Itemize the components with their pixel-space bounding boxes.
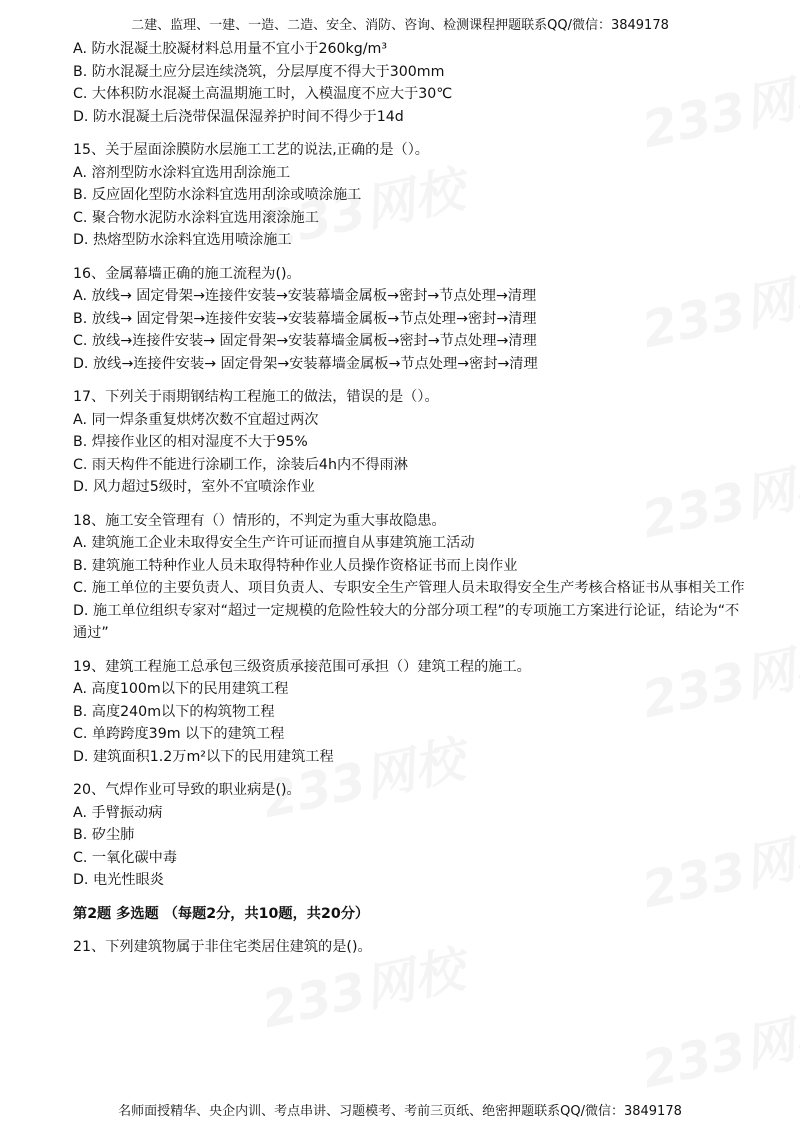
option: C. 雨天构件不能进行涂刷工作，涂装后4h内不得雨淋 — [73, 456, 408, 473]
option: C. 大体积防水混凝土高温期施工时，入模温度不应大于30℃ — [73, 86, 453, 102]
option: D. 放线→连接件安装→ 固定骨架→安装幕墙金属板→节点处理→密封→清理 — [73, 355, 538, 372]
question-15 — [73, 139, 753, 252]
page-header: 二建、监理、一建、一造、二造、安全、消防、咨询、检测课程押题联系QQ/微信：3849178 — [131, 18, 669, 33]
watermark — [635, 990, 800, 1103]
option: A. 放线→ 固定骨架→连接件安装→安装幕墙金属板→密封→节点处理→清理 — [73, 288, 537, 304]
question-17 — [73, 386, 753, 499]
section-title: 第2题 多选题 （每题2分，共10题，共20分） — [73, 905, 370, 922]
option: C. 一氧化碳中毒 — [73, 849, 178, 866]
option: A. 溶剂型防水涂料宜选用刮涂施工 — [73, 164, 291, 181]
question-16 — [73, 263, 753, 376]
option: D. 防水混凝土后浇带保温保湿养护时间不得少于14d — [73, 108, 404, 125]
option: D. 建筑面积1.2万m²以下的民用建筑工程 — [73, 748, 334, 765]
question-title: 17、下列关于雨期钢结构工程施工的做法，错误的是（）。 — [73, 389, 439, 405]
question-title: 15、关于屋面涂膜防水层施工工艺的说法,正确的是（）。 — [73, 142, 429, 158]
option: B. 放线→ 固定骨架→连接件安装→安装幕墙金属板→节点处理→密封→清理 — [73, 310, 537, 327]
question-19 — [73, 656, 753, 769]
option: D. 热熔型防水涂料宜选用喷涂施工 — [73, 232, 292, 248]
option: B. 建筑施工特种作业人员未取得特种作业人员操作资格证书而上岗作业 — [73, 557, 518, 574]
option: B. 焊接作业区的相对湿度不大于95% — [73, 434, 308, 450]
option: D. 电光性眼炎 — [73, 872, 164, 888]
option: C. 单跨跨度39m 以下的建筑工程 — [73, 726, 285, 742]
option: C. 聚合物水泥防水涂料宜选用滚涂施工 — [73, 209, 319, 226]
option: B. 防水混凝土应分层连续浇筑，分层厚度不得大于300mm — [73, 63, 445, 80]
question-20 — [73, 779, 753, 892]
question-title: 20、气焊作业可导致的职业病是()。 — [73, 782, 301, 798]
option: A. 手臂振动病 — [73, 804, 163, 821]
question-title: 16、金属幕墙正确的施工流程为()。 — [73, 265, 301, 282]
option: B. 反应固化型防水涂料宜选用刮涂或喷涂施工 — [73, 187, 362, 203]
question-title: 21、下列建筑物属于非住宅类居住建筑的是()。 — [73, 939, 372, 955]
top-options — [73, 38, 753, 128]
question-18 — [73, 510, 753, 645]
document-body — [73, 38, 753, 959]
option: D. 风力超过5级时，室外不宜喷涂作业 — [73, 479, 315, 495]
option: B. 矽尘肺 — [73, 827, 135, 843]
option: A. 防水混凝土胶凝材料总用量不宜小于260kg/m³ — [73, 41, 388, 57]
page-footer: 名师面授精华、央企内训、考点串讲、习题模考、考前三页纸、绝密押题联系QQ/微信：3849178 — [118, 1104, 682, 1119]
option: B. 高度240m以下的构筑物工程 — [73, 703, 275, 720]
option: A. 同一焊条重复烘烤次数不宜超过两次 — [73, 411, 319, 428]
option: A. 高度100m以下的民用建筑工程 — [73, 681, 289, 697]
option: A. 建筑施工企业未取得安全生产许可证而擅自从事建筑施工活动 — [73, 535, 475, 551]
option: D. 施工单位组织专家对“超过一定规模的危险性较大的分部分项工程”的专项施工方案进行论证，结论为“不通过” — [73, 602, 740, 641]
option: C. 施工单位的主要负责人、项目负责人、专职安全生产管理人员未取得安全生产考核合格证书从事相关工作 — [73, 580, 745, 596]
question-title: 18、施工安全管理有（）情形的，不判定为重大事故隐患。 — [73, 512, 446, 529]
option: C. 放线→连接件安装→ 固定骨架→安装幕墙金属板→密封→节点处理→清理 — [73, 333, 537, 349]
question-title: 19、建筑工程施工总承包三级资质承接范围可承担（）建筑工程的施工。 — [73, 658, 531, 675]
